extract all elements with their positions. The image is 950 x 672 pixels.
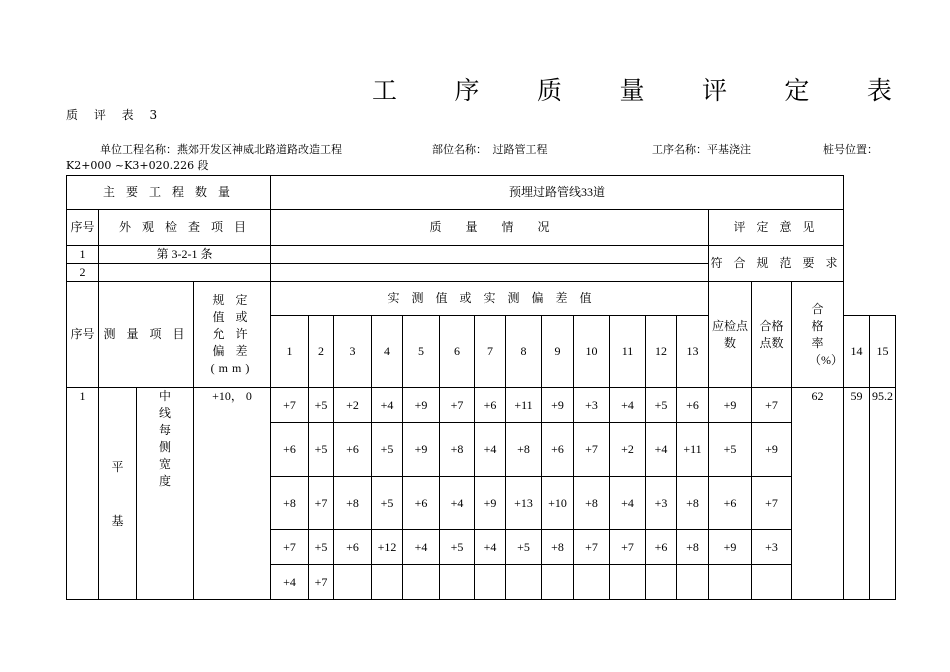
measured-value: +6 [542,423,574,477]
measured-value [372,565,403,600]
measured-value: +4 [610,388,646,423]
col-number: 3 [334,316,372,388]
measured-value: +12 [372,530,403,565]
measured-value: +8 [334,477,372,530]
check-points: 62 [792,388,844,600]
spec-value: +10， 0 [194,388,271,600]
measured-value: +8 [271,477,309,530]
opinion-label: 评 定 意 见 [709,210,844,246]
opinion-value: 符 合 规 范 要 求 [709,246,844,282]
seq-label: 序号 [67,210,99,246]
measured-value: +9 [709,388,752,423]
part-name: 部位名称： 过路管工程 [432,143,548,156]
measured-value: +7 [574,530,610,565]
measured-value: +7 [752,477,792,530]
measured-value: +7 [309,477,334,530]
measured-value: +4 [610,477,646,530]
col-number: 12 [646,316,677,388]
measured-value: +9 [752,423,792,477]
measured-value: +7 [309,565,334,600]
row1-no: 1 [67,246,99,264]
measured-value: +6 [334,423,372,477]
measured-value: +2 [610,423,646,477]
measured-value [574,565,610,600]
measured-value: +5 [709,423,752,477]
col-number: 7 [475,316,506,388]
col-number: 9 [542,316,574,388]
spec-label: 规 定 值 或 允 许 偏 差 (mm) [194,282,271,388]
measured-value [542,565,574,600]
measured-value: +9 [542,388,574,423]
measured-value [440,565,475,600]
measured-value: +9 [709,530,752,565]
measured-value [752,565,792,600]
measured-value: +5 [309,423,334,477]
quality-table [66,175,896,600]
col-number: 1 [271,316,309,388]
measured-value: +8 [440,423,475,477]
measured-value: +8 [506,423,542,477]
unit-project-name: 单位工程名称：燕郊开发区神威北路道路改造工程 [100,143,342,156]
measured-value: +3 [752,530,792,565]
measure-seq-label: 序号 [67,282,99,388]
measured-value: +9 [475,477,506,530]
row2-content [271,264,709,282]
measured-label: 实 测 值 或 实 测 偏 差 值 [271,282,709,316]
col-number: 4 [372,316,403,388]
col-number: 11 [610,316,646,388]
measured-value [403,565,440,600]
measured-value: +9 [403,388,440,423]
process-name: 工序名称：平基浇注 [652,143,751,156]
measured-value: +8 [542,530,574,565]
station-value: K2+000 ~K3+020.226 段 [66,159,209,172]
main-quantity-label: 主 要 工 程 数 量 [67,176,271,210]
item-name: 中线每侧宽度 [137,388,194,600]
title-char: 工 [372,76,398,105]
measured-value: +7 [271,388,309,423]
measured-value: +4 [475,423,506,477]
title-char: 质 [536,76,562,105]
form-code: 质 评 表 3 [66,108,164,122]
measured-value: +11 [506,388,542,423]
measured-value: +4 [440,477,475,530]
col-number: 2 [309,316,334,388]
measured-value: +2 [334,388,372,423]
measured-value: +4 [372,388,403,423]
measured-value: +7 [271,530,309,565]
col-number: 8 [506,316,542,388]
pass-rate-label: 合格率（%） [792,282,844,388]
measured-value: +5 [309,388,334,423]
pass-points-label: 合格点数 [752,282,792,388]
measured-value: +4 [403,530,440,565]
measured-value: +8 [574,477,610,530]
measured-value [334,565,372,600]
measured-value: +6 [646,530,677,565]
measured-value: +5 [506,530,542,565]
measured-value: +4 [475,530,506,565]
col-number: 10 [574,316,610,388]
row1-item: 第 3-2-1 条 [99,246,271,264]
measured-value: +5 [372,477,403,530]
measured-value: +8 [677,530,709,565]
measured-value: +13 [506,477,542,530]
title-char: 量 [619,76,645,105]
measured-value: +5 [309,530,334,565]
measured-value [506,565,542,600]
title-char: 表 [866,76,892,105]
measured-value [677,565,709,600]
measured-value: +6 [403,477,440,530]
page-title [372,74,892,104]
measured-value: +11 [677,423,709,477]
check-points-label: 应检点数 [709,282,752,388]
row1-content [271,246,709,264]
measured-value: +9 [403,423,440,477]
group-label: 平 基 [99,388,137,600]
measured-value: +4 [271,565,309,600]
quality-label: 质 量 情 况 [271,210,709,246]
measured-value: +6 [334,530,372,565]
col-number: 13 [677,316,709,388]
col-number: 15 [870,316,896,388]
main-quantity-value: 预埋过路管线33道 [271,176,844,210]
measured-value: +5 [440,530,475,565]
appearance-label: 外 观 检 查 项 目 [99,210,271,246]
measured-value: +5 [646,388,677,423]
measure-item-label: 测 量 项 目 [99,282,194,388]
measured-value: +6 [677,388,709,423]
col-number: 5 [403,316,440,388]
measured-value: +3 [574,388,610,423]
measured-value [709,565,752,600]
title-char: 评 [701,76,727,105]
col-number: 6 [440,316,475,388]
pass-points: 59 [844,388,870,600]
item-no: 1 [67,388,99,600]
measured-value: +7 [610,530,646,565]
measured-value [646,565,677,600]
measured-value [475,565,506,600]
measured-value: +7 [440,388,475,423]
col-number: 14 [844,316,870,388]
measured-value: +6 [709,477,752,530]
measured-value: +10 [542,477,574,530]
station-label: 桩号位置： [823,143,878,156]
measured-value: +8 [677,477,709,530]
measured-value: +7 [574,423,610,477]
measured-value: +3 [646,477,677,530]
measured-value: +7 [752,388,792,423]
title-char: 定 [784,76,810,105]
title-char: 序 [454,76,480,105]
measured-value: +6 [271,423,309,477]
measured-value: +6 [475,388,506,423]
measured-value [610,565,646,600]
row2-no: 2 [67,264,99,282]
measured-value: +5 [372,423,403,477]
project-info [66,142,896,174]
row2-item [99,264,271,282]
measured-value: +4 [646,423,677,477]
pass-rate: 95.2 [870,388,896,600]
